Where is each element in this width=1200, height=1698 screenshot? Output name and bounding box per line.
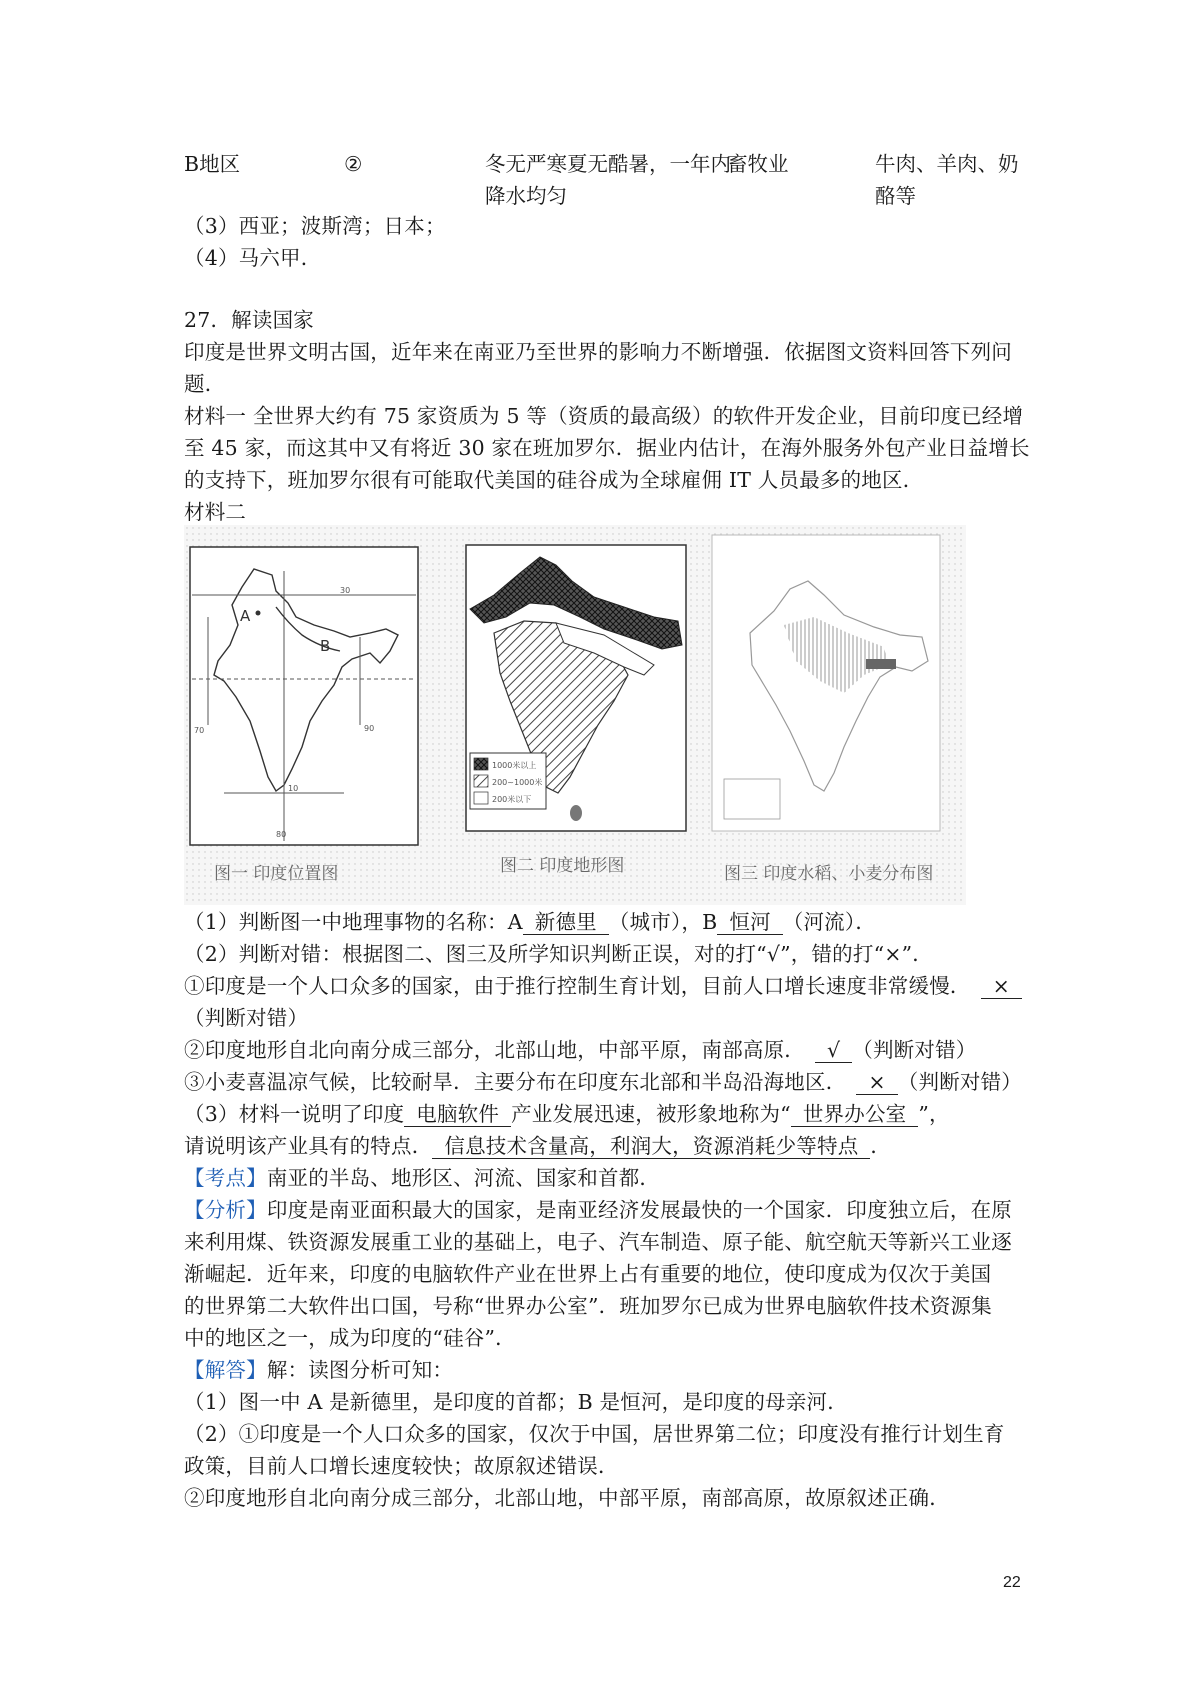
q2-2-tail: （判断对错） (852, 1038, 977, 1062)
jieda-answer-2-3: ②印度地形自北向南分成三部分，北部山地，中部平原，南部高原，故原叙述正确． (184, 1486, 950, 1510)
sub-question-3 (184, 1098, 950, 1130)
table-cell-number: ② (344, 152, 363, 176)
jieda-tag: 【解答】 (184, 1358, 267, 1382)
table-cell-products-1: 牛肉、羊肉、奶 (875, 152, 1019, 176)
fig1-label-b: B (320, 637, 331, 655)
q2-2-answer: √ (815, 1038, 852, 1063)
fenxi-line-5: 中的地区之一，成为印度的“硅谷”． (184, 1326, 516, 1350)
fig2-legend-1: 1000米以上 (492, 761, 537, 770)
q3-2-prefix: 请说明该产业具有的特点． (184, 1134, 433, 1158)
sub-question-2: （2）判断对错：根据图二、图三及所学知识判断正误，对的打“√”，错的打“×”． (184, 942, 934, 966)
jieda-answer-1: （1）图一中 A 是新德里，是印度的首都；B 是恒河，是印度的母亲河． (184, 1390, 848, 1414)
fig1-lat-30: 30 (340, 586, 351, 595)
question-intro-2: 题． (184, 372, 226, 396)
jieda-answer-2-2: 政策，目前人口增长速度较快；故原叙述错误． (184, 1454, 619, 1478)
q2-3-tail: （判断对错） (897, 1070, 1022, 1094)
table-cell-region: B地区 (184, 152, 241, 176)
fenxi-tag: 【分析】 (184, 1198, 267, 1222)
kaodian-text: 南亚的半岛、地形区、河流、国家和首都． (266, 1166, 661, 1190)
jieda-line (184, 1354, 453, 1386)
page-number: 22 (1003, 1574, 1021, 1591)
india-maps-figure (184, 525, 966, 905)
q1-answer-a: 新德里 (523, 910, 609, 935)
question-intro-1: 印度是世界文明古国，近年来在南亚乃至世界的影响力不断增强．依据图文资料回答下列问 (184, 340, 1012, 364)
q2-2-text: ②印度地形自北向南分成三部分，北部山地，中部平原，南部高原． (184, 1038, 805, 1062)
sub-question-2-3 (184, 1066, 1022, 1098)
q2-3-text: ③小麦喜温凉气候，比较耐旱．主要分布在印度东北部和半岛沿海地区． (184, 1070, 847, 1094)
material-one-3: 的支持下，班加罗尔很有可能取代美国的硅谷成为全球雇佣 IT 人员最多的地区． (184, 468, 924, 492)
q3-answer-b: 世界办公室 (791, 1102, 919, 1127)
fenxi-line-2: 来利用煤、铁资源发展重工业的基础上，电子、汽车制造、原子能、航空航天等新兴工业逐 (184, 1230, 1012, 1254)
q2-1-answer: × (981, 974, 1022, 999)
q3-prefix: （3）材料一说明了印度 (184, 1102, 405, 1126)
fenxi-line-4: 的世界第二大软件出口国，号称“世界办公室”．班加罗尔已成为世界电脑软件技术资源集 (184, 1294, 992, 1318)
fig1-lon-90: 90 (364, 724, 375, 733)
q3-suffix: ”， (918, 1102, 950, 1126)
table-cell-climate-1: 冬无严寒夏无酷暑，一年内 (485, 152, 731, 176)
q2-1-tail: （判断对错） (184, 1006, 309, 1030)
fig3-caption: 图三 印度水稻、小麦分布图 (724, 864, 934, 884)
q2-1-text: ①印度是一个人口众多的国家，由于推行控制生育计划，目前人口增长速度非常缓慢． (184, 974, 971, 998)
fenxi-line-1 (184, 1194, 1012, 1226)
material-one-2: 至 45 家，而这其中又有将近 30 家在班加罗尔．据业内估计，在海外服务外包产业日益增长 (184, 436, 1030, 460)
sub-question-2-2 (184, 1034, 976, 1066)
sub-question-2-1 (184, 970, 1022, 1002)
q1-suffix: （河流）． (782, 910, 877, 934)
fig1-caption: 图一 印度位置图 (214, 864, 339, 884)
q2-3-answer: × (856, 1070, 897, 1095)
q3-2-suffix: ． (870, 1134, 892, 1158)
kaodian-line (184, 1162, 660, 1194)
q3-answer-c: 信息技术含量高，利润大，资源消耗少等特点 (432, 1134, 870, 1159)
prev-answer-3: （3）西亚；波斯湾；日本； (184, 214, 446, 238)
sub-question-1 (184, 906, 876, 938)
fig1-lat-10: 10 (288, 784, 299, 793)
fenxi-line-3: 渐崛起．近年来，印度的电脑软件产业在世界上占有重要的地位，使印度成为仅次于美国 (184, 1262, 992, 1286)
fig1-lon-70: 70 (194, 726, 205, 735)
q1-answer-b: 恒河 (717, 910, 782, 935)
q1-middle: （城市），B (608, 910, 718, 934)
jieda-text: 解：读图分析可知： (266, 1358, 454, 1382)
kaodian-tag: 【考点】 (184, 1166, 267, 1190)
q3-answer-a: 电脑软件 (404, 1102, 511, 1127)
fig2-legend-3: 200米以下 (492, 795, 532, 804)
q3-middle: 产业发展迅速，被形象地称为“ (511, 1102, 791, 1126)
figure-2-terrain-map (466, 545, 686, 876)
fenxi-text-1: 印度是南亚面积最大的国家，是南亚经济发展最快的一个国家．印度独立后，在原 (266, 1198, 1013, 1222)
material-two-label: 材料二 (184, 500, 247, 524)
table-cell-agriculture: 畜牧业 (727, 152, 789, 176)
question-title: 27．解读国家 (184, 308, 314, 332)
fig1-lon-80: 80 (276, 830, 287, 839)
figure-1-location-map (190, 547, 418, 884)
q1-prefix: （1）判断图一中地理事物的名称：A (184, 910, 523, 934)
table-cell-climate-2: 降水均匀 (485, 184, 567, 208)
material-one-1: 材料一 全世界大约有 75 家资质为 5 等（资质的最高级）的软件开发企业，目前印度已经增 (184, 404, 1024, 428)
fig2-caption: 图二 印度地形图 (500, 856, 625, 876)
fig2-legend-2: 200~1000米 (492, 778, 543, 787)
fig1-label-a: A (240, 607, 251, 625)
prev-answer-4: （4）马六甲． (184, 246, 322, 270)
jieda-answer-2-1: （2）①印度是一个人口众多的国家，仅次于中国，居世界第二位；印度没有推行计划生育 (184, 1422, 1005, 1446)
table-cell-products-2: 酪等 (875, 184, 916, 208)
sub-question-3-2 (184, 1130, 891, 1162)
